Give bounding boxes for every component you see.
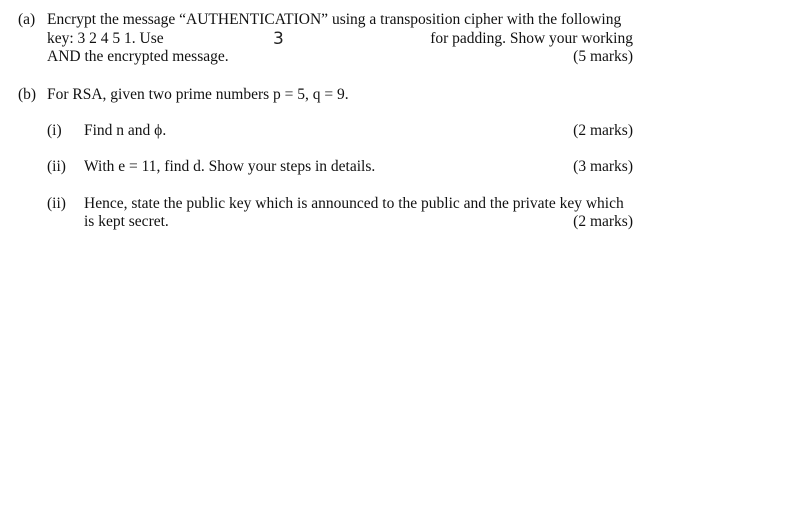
question-item-text: Find n and ϕ.	[84, 122, 167, 139]
part-a-line2-left: key: 3 2 4 5 1. Use	[47, 30, 164, 47]
question-item-label: (ii)	[47, 195, 66, 212]
question-item-label: (ii)	[47, 158, 66, 175]
part-b-intro: For RSA, given two prime numbers p = 5, q = 9.	[47, 86, 349, 103]
question-item-label: (i)	[47, 122, 62, 139]
part-a-line3: AND the encrypted message.	[47, 48, 229, 65]
handwritten-padding-char: 3	[273, 29, 284, 49]
question-item-marks: (3 marks)	[573, 158, 633, 175]
question-item-text-continued: is kept secret.	[84, 213, 169, 230]
question-item-text: Hence, state the public key which is announced to the public and the private key which	[84, 195, 624, 212]
question-item-marks: (2 marks)	[573, 213, 633, 230]
part-a-line1: Encrypt the message “AUTHENTICATION” using a transposition cipher with the following	[47, 11, 622, 28]
question-item-text: With e = 11, find d. Show your steps in details.	[84, 158, 376, 175]
part-a-marks: (5 marks)	[573, 48, 633, 65]
part-a-line2-right: for padding. Show your working	[430, 30, 633, 47]
question-item-marks: (2 marks)	[573, 122, 633, 139]
part-b-label: (b)	[18, 86, 37, 103]
part-a-label: (a)	[18, 11, 36, 28]
